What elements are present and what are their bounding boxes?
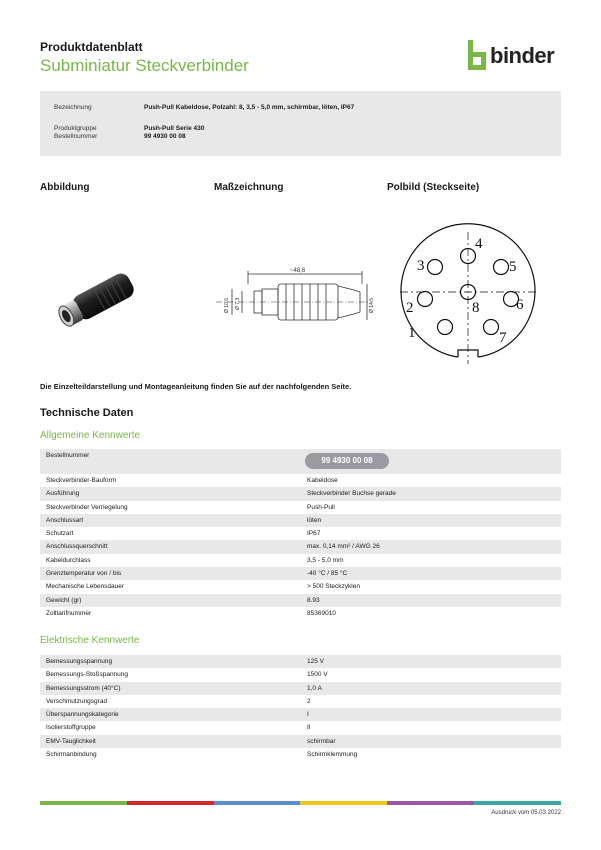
stripe-segment <box>214 801 301 805</box>
summary-value-designation: Push-Pull Kabeldose, Polzahl: 8, 3,5 - 5,0 mm, schirmbar, löten, IP67 <box>144 104 355 111</box>
pin-label-8: 8 <box>472 300 480 316</box>
row-label: Schirmanbindung <box>46 751 97 759</box>
product-image <box>40 262 150 342</box>
row-label: Isolierstoffgruppe <box>46 724 96 732</box>
row-label: Verschmutzungsgrad <box>46 697 108 705</box>
row-value: 125 V <box>307 658 324 665</box>
dimension-drawing <box>214 262 374 332</box>
row-value: 8.93 <box>307 596 320 604</box>
pin-label-1: 1 <box>408 325 416 341</box>
stripe-segment <box>474 801 561 805</box>
row-label: Ausführung <box>46 490 80 498</box>
order-number-label: Bestellnummer <box>46 452 90 459</box>
row-label: Anschlussquerschnitt <box>46 543 108 551</box>
dim-d1: Ø 10,6 <box>224 297 230 313</box>
dim-length: ~48,6 <box>290 268 306 274</box>
row-value: 3,5 - 5,0 mm <box>307 556 344 564</box>
table-row <box>40 474 561 487</box>
figure-heading: Abbildung <box>40 182 90 193</box>
table-row <box>40 682 561 695</box>
table-row <box>40 527 561 540</box>
row-value: 1500 V <box>307 671 328 679</box>
stripe-segment <box>300 801 387 805</box>
row-label: Grenztemperatur von / bis <box>46 570 122 578</box>
technical-data-heading: Technische Daten <box>40 407 134 419</box>
pin-label-6: 6 <box>516 297 524 313</box>
row-value: -40 °C / 85 °C <box>307 570 348 578</box>
table-row <box>40 594 561 607</box>
row-label: Anschlussart <box>46 516 84 524</box>
summary-value-order-number: 99 4930 00 08 <box>144 133 186 140</box>
document-subtitle: Subminiatur Steckverbinder <box>40 56 249 75</box>
row-label: Bemessungsspannung <box>46 658 113 665</box>
row-value: II <box>307 724 311 732</box>
table-row <box>40 607 561 620</box>
table-row <box>40 449 561 474</box>
row-value: löten <box>307 516 322 524</box>
print-date: Ausdruck vom 05.03.2022 <box>491 810 561 816</box>
row-label: Steckverbinder Verriegelung <box>46 503 128 511</box>
table-row <box>40 514 561 527</box>
row-value: Schirmklemmung <box>307 751 358 759</box>
summary-value-group: Push-Pull Serie 430 <box>144 125 205 132</box>
row-value: Kabeldose <box>307 477 338 484</box>
table-row <box>40 708 561 721</box>
row-label: EMV-Tauglichkeit <box>46 737 96 745</box>
assembly-note: Die Einzelteildarstellung und Montageanleitung finden Sie auf der nachfolgenden Seite. <box>40 382 352 391</box>
table-row <box>40 580 561 593</box>
row-value: > 500 Steckzyklen <box>307 583 360 591</box>
table-row <box>40 735 561 748</box>
dim-d2: Ø 7,3 <box>235 297 241 310</box>
stripe-segment <box>387 801 474 805</box>
pin-label-2: 2 <box>406 300 414 316</box>
binder-logo-icon <box>466 40 490 72</box>
table-row <box>40 567 561 580</box>
electrical-properties-table <box>40 655 561 761</box>
footer-color-stripe <box>40 801 561 805</box>
table-row <box>40 668 561 681</box>
summary-label-designation: Bezeichnung <box>54 104 92 111</box>
row-value: 1,0 A <box>307 684 322 692</box>
table-row <box>40 554 561 567</box>
dim-d3: Ø 14,5 <box>369 297 375 313</box>
document-type: Produktdatenblatt <box>40 40 143 54</box>
pin-label-4: 4 <box>475 236 483 252</box>
pinout-heading: Polbild (Steckseite) <box>387 182 480 193</box>
table-row <box>40 695 561 708</box>
row-value: schirmbar <box>307 737 336 745</box>
row-value: 2 <box>307 697 311 705</box>
row-value: max. 0,14 mm² / AWG 26 <box>307 543 380 551</box>
stripe-segment <box>40 801 127 805</box>
row-label: Überspannungskategorie <box>46 711 119 719</box>
row-value: IP67 <box>307 530 321 538</box>
pinout-diagram <box>388 212 548 372</box>
summary-label-order-number: Bestellnummer <box>54 133 98 140</box>
row-label: Bemessungsstrom (40°C) <box>46 684 121 692</box>
pin-label-3: 3 <box>417 258 425 274</box>
row-label: Bemessungs-Stoßspannung <box>46 671 129 679</box>
row-label: Steckverbinder-Bauform <box>46 477 117 484</box>
electrical-properties-heading: Elektrische Kennwerte <box>40 635 140 646</box>
table-row <box>40 501 561 514</box>
pin-label-7: 7 <box>499 330 507 346</box>
table-row <box>40 655 561 668</box>
pin-label-5: 5 <box>509 259 517 275</box>
table-row <box>40 487 561 500</box>
row-value: Steckverbinder Buchse gerade <box>307 490 396 498</box>
row-label: Kabeldurchlass <box>46 556 91 564</box>
summary-label-group: Produktgruppe <box>54 125 97 132</box>
row-label: Gewicht (gr) <box>46 596 82 604</box>
general-properties-table <box>40 449 561 620</box>
row-label: Mechanische Lebensdauer <box>46 583 125 591</box>
table-row <box>40 748 561 761</box>
row-label: Schutzart <box>46 530 74 538</box>
general-properties-heading: Allgemeine Kennwerte <box>40 430 141 441</box>
table-row <box>40 721 561 734</box>
row-value: 85369010 <box>307 609 336 617</box>
row-value: I <box>307 711 309 719</box>
row-label: Zolltarifnummer <box>46 609 92 617</box>
order-number-badge: 99 4930 00 08 <box>305 453 389 469</box>
binder-logo <box>466 40 562 72</box>
stripe-segment <box>127 801 214 805</box>
logo-text: binder <box>490 43 555 68</box>
row-value: Push-Pull <box>307 503 335 511</box>
summary-box <box>40 91 561 156</box>
drawing-heading: Maßzeichnung <box>214 182 284 193</box>
table-row <box>40 540 561 553</box>
